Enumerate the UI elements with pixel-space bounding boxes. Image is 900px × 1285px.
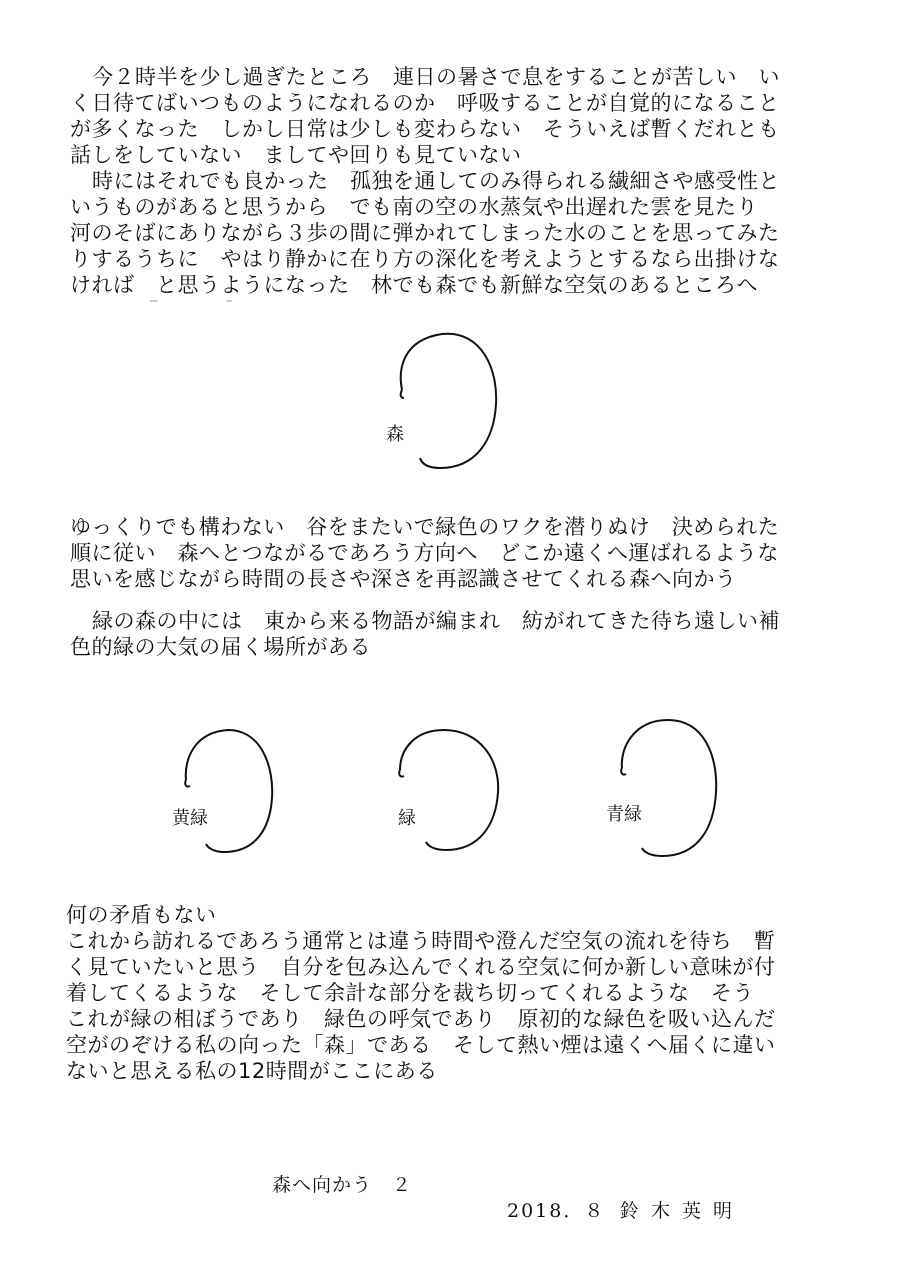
ring-label-mori: 森 (386, 424, 404, 445)
ring-label-aomidori: 青緑 (606, 804, 642, 825)
text-line: ければ と思うようになった 林でも森でも新鮮な空気のあるところへ (70, 273, 758, 297)
document-title: 森へ向かう ２ (272, 1174, 413, 1196)
text-line: 河のそばにありながら３歩の間に弾かれてしまった水のことを思ってみた (70, 221, 780, 245)
scan-mark (150, 300, 158, 302)
forest-ring-diagram (380, 320, 530, 480)
open-ring-shape (170, 720, 290, 860)
document-author: 鈴木英明 (620, 1200, 745, 1222)
text-line: が多くなった しかし日常は少しも変わらない そういえば暫くだれとも (70, 117, 780, 141)
paragraph-4 (66, 902, 776, 1084)
text-line: 時にはそれでも良かった 孤独を通してのみ得られる繊細さや感受性と (92, 169, 780, 193)
green-ring-diagram (388, 720, 508, 860)
text-line: 色的緑の大気の届く場所がある (70, 635, 371, 659)
text-line: これが緑の相ぼうであり 緑色の呼気であり 原初的な緑色を吸い込んだ (66, 1007, 776, 1031)
document-date: 2018．８ (507, 1200, 606, 1222)
text-line: りするうちに やはり静かに在り方の深化を考えようとするなら出掛けな (70, 247, 780, 271)
text-line: 何の矛盾もない (66, 903, 217, 927)
text-line: これから訪れるであろう通常とは違う時間や澄んだ空気の流れを待ち 暫 (66, 929, 776, 953)
text-line: 順に従い 森へとつながるであろう方向へ どこか遠くへ運ばれるような (70, 541, 779, 565)
open-ring-shape (606, 712, 726, 862)
scan-mark (226, 300, 232, 302)
text-line: いうものがあると思うから でも南の空の水蒸気や出遅れた雲を見たり (70, 195, 758, 219)
open-ring-shape (380, 320, 530, 480)
text-line: 緑の森の中には 東から来る物語が編まれ 紡がれてきた待ち遠しい補 (92, 609, 780, 633)
ring-label-midori: 緑 (398, 808, 416, 829)
paragraph-1 (70, 64, 780, 298)
text-line: ないと思える私の12時間がここにある (66, 1059, 438, 1083)
text-line: 思いを感じながら時間の長さや深さを再認識させてくれる森へ向かう (70, 567, 737, 591)
ring-label-kimidori: 黄緑 (172, 808, 208, 829)
text-line: く見ていたいと思う 自分を包み込んでくれる空気に何か新しい意味が付 (66, 955, 776, 979)
yellow-green-ring-diagram (170, 720, 290, 860)
text-line: 空がのぞける私の向った「森」である そして熱い煙は遠くへ届くに違い (66, 1033, 776, 1057)
open-ring-shape (388, 720, 508, 860)
paragraph-3 (70, 608, 780, 660)
text-line: 今２時半を少し過ぎたところ 連日の暑さで息をすることが苦しい い (92, 65, 780, 89)
text-line: 話しをしていない ましてや回りも見ていない (70, 143, 522, 167)
text-line: 着してくるような そして余計な部分を裁ち切ってくれるような そう (66, 981, 754, 1005)
blue-green-ring-diagram (606, 712, 726, 862)
text-line: く日待てばいつものようになれるのか 呼吸することが自覚的になること (70, 91, 780, 115)
text-line: ゆっくりでも構わない 谷をまたいで緑色のワクを潜りぬけ 決められた (70, 515, 780, 539)
paragraph-2 (70, 514, 779, 592)
